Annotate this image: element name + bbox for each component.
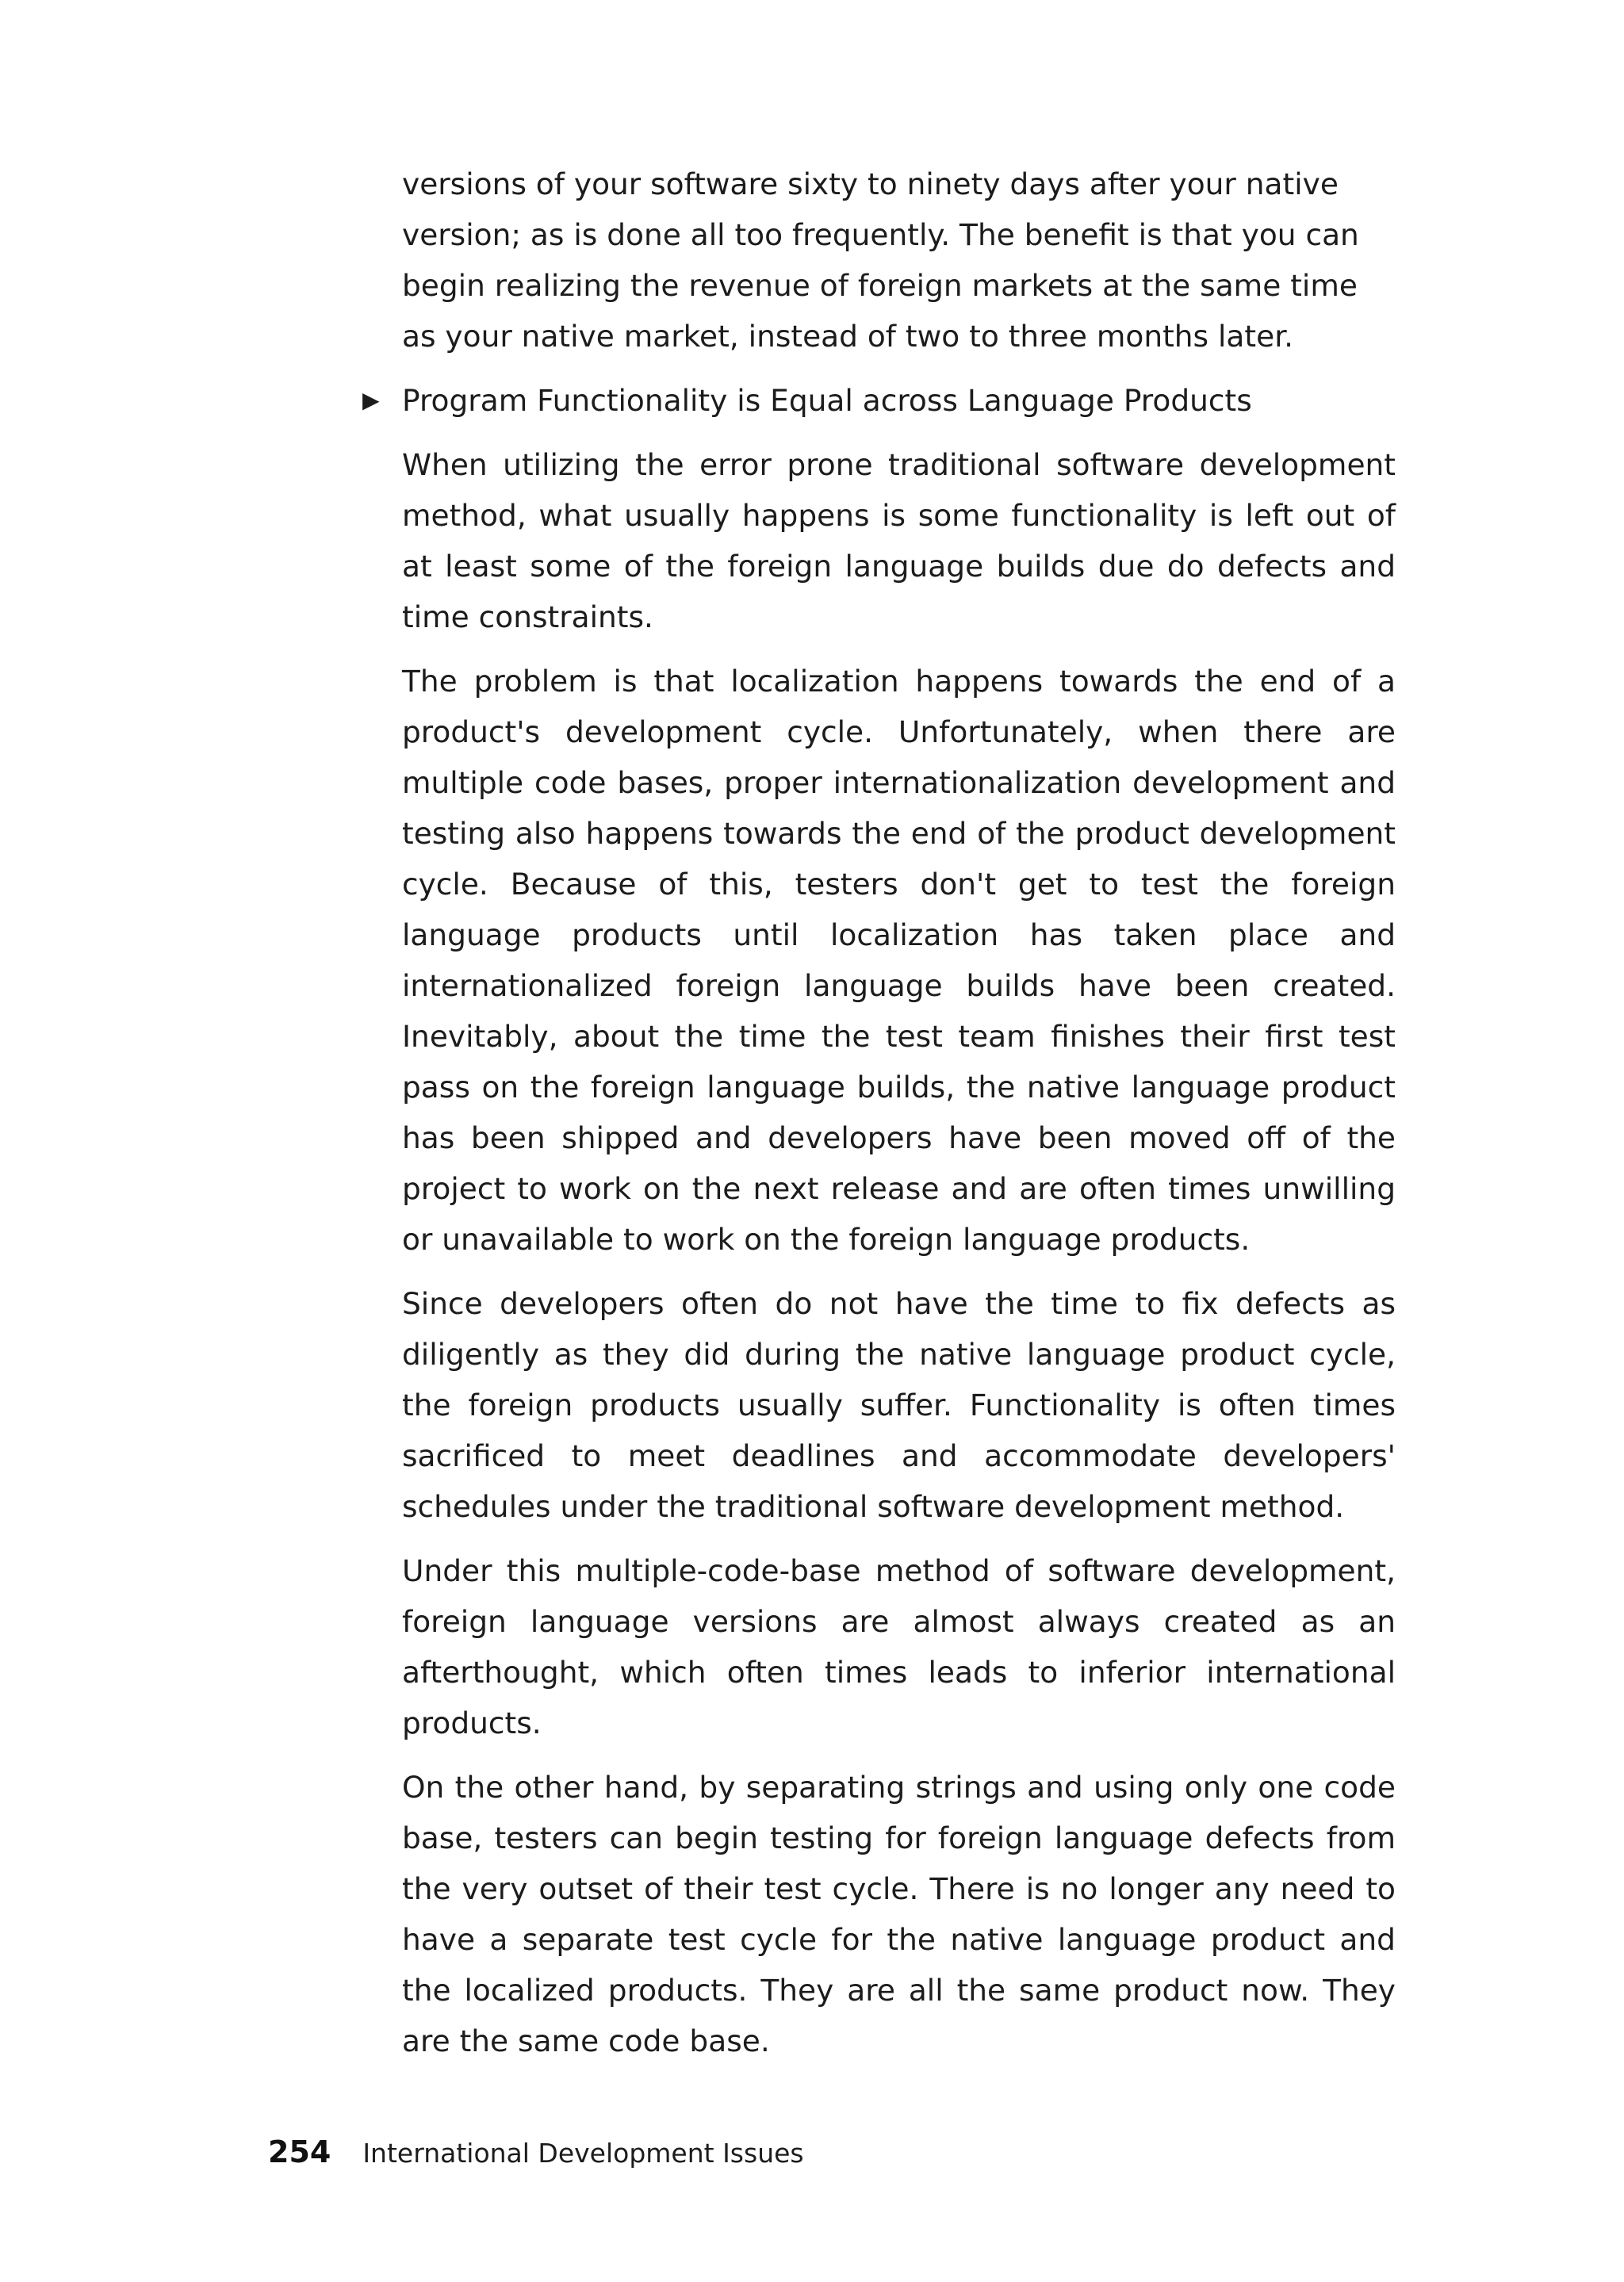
page-footer bbox=[268, 2135, 804, 2182]
paragraph-5: Under this multiple-code-base method of software development, foreign language versions are almost always created as an afterthought, which often times leads to inferior international products. bbox=[402, 1553, 1396, 1740]
paragraph-3: The problem is that localization happens towards the end of a product's development cycle. Unfortunately, when there are multiple code bases, proper internationalization development and testing also happens towards the end of the product development cycle. Because of this, testers don't get to test the foreign language products until localization has taken place and internationalized foreign language builds have been created. Inevitably, about the time the test team finishes their first test pass on the foreign language builds, the native language product has been shipped and developers have been moved off of the project to work on the next release and are often times unwilling or unavailable to work on the foreign language products. bbox=[402, 664, 1396, 1257]
running-title: International Development Issues bbox=[362, 2138, 804, 2169]
paragraph-6: On the other hand, by separating strings and using only one code base, testers can begin testing for foreign language defects from the very outset of their test cycle. There is no longer any need to have a separate test cycle for the native language product and the localized products. They are all the same product now. They are the same code base. bbox=[402, 1770, 1396, 2058]
page-number: 254 bbox=[268, 2135, 331, 2169]
bullet-heading: Program Functionality is Equal across Language Products bbox=[402, 383, 1252, 418]
bullet-item bbox=[362, 375, 1396, 426]
paragraph-4: Since developers often do not have the time to fix defects as diligently as they did during the native language product cycle, the foreign products usually suffer. Functionality is often times sacrificed to meet deadlines and accommodate developers' schedules under the traditional software development method. bbox=[402, 1286, 1396, 1524]
triangle-bullet-icon: ▶ bbox=[362, 387, 380, 413]
paragraph-1: versions of your software sixty to ninety days after your native version; as is done all too frequently. The benefit is that you can begin realizing the revenue of foreign markets at the same time as your native market, instead of two to three months later. bbox=[402, 167, 1359, 354]
paragraph-2: When utilizing the error prone traditional software development method, what usually happens is some functionality is left out of at least some of the foreign language builds due do defects and time constraints. bbox=[402, 447, 1396, 634]
body-text bbox=[362, 159, 1396, 2080]
